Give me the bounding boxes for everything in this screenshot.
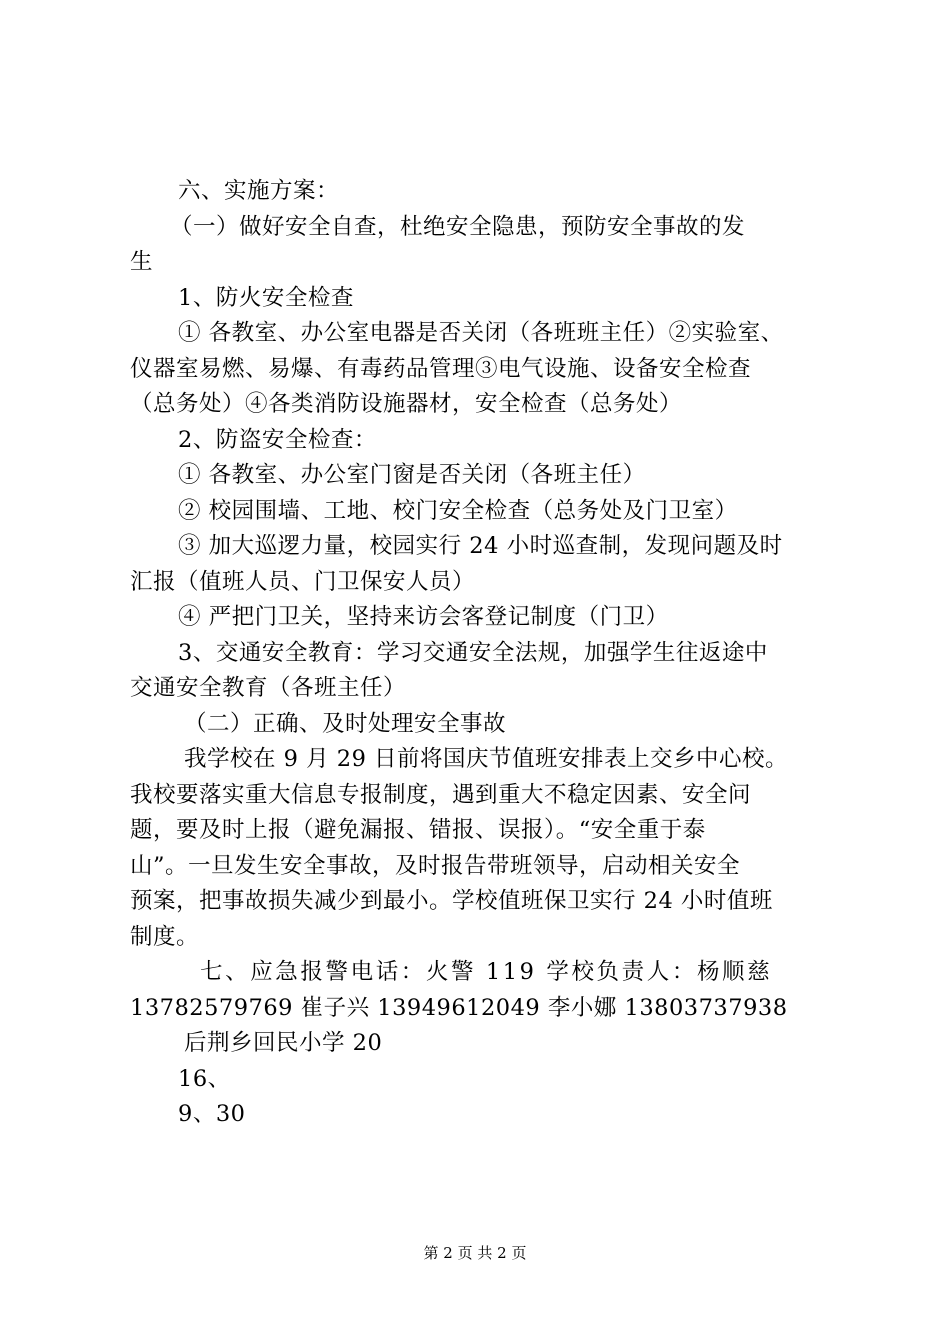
item-heading: 3、交通安全教育：学习交通安全法规，加强学生往返途中 (178, 639, 768, 666)
signature-date: 9、30 (178, 1101, 246, 1127)
paragraph-line: 我校要落实重大信息专报制度，遇到重大不稳定因素、安全问 (130, 781, 752, 808)
paragraph-line: ① 各教室、办公室电器是否关闭（各班班主任）②实验室、 (178, 320, 784, 346)
paragraph-line: 我学校在 9 月 29 日前将国庆节值班安排表上交乡中心校。 (184, 746, 789, 772)
paragraph-line: 山”。一旦发生安全事故，及时报告带班领导，启动相关安全 (130, 852, 741, 879)
section-heading: 六、实施方案： (178, 178, 340, 204)
phone-numbers-line: 13782579769 崔子兴 13949612049 李小娜 13803737938 (130, 994, 788, 1021)
subsection-heading: （二）正确、及时处理安全事故 (184, 710, 507, 737)
paragraph-line: （总务处）④各类消防设施器材，安全检查（总务处） (130, 391, 683, 417)
list-item: ② 校园围墙、工地、校门安全检查（总务处及门卫室） (178, 497, 738, 524)
paragraph-line: 交通安全教育（各班主任） (130, 675, 407, 701)
page-footer: 第 2 页 共 2 页 (423, 1244, 527, 1262)
paragraph-line: 生 (130, 249, 154, 275)
item-heading: 2、防盗安全检查： (178, 426, 377, 453)
document-body (130, 174, 830, 1133)
paragraph-line: 预案，把事故损失减少到最小。学校值班保卫实行 24 小时值班 (130, 888, 773, 914)
subsection-heading: （一）做好安全自查，杜绝安全隐患，预防安全事故的发 (170, 213, 746, 240)
signature-date: 16、 (178, 1065, 231, 1092)
list-item: ③ 加大巡逻力量，校园实行 24 小时巡查制，发现问题及时 (178, 533, 783, 559)
signature-school: 后荆乡回民小学 20 (184, 1030, 383, 1056)
list-item: ① 各教室、办公室门窗是否关闭（各班主任） (178, 462, 646, 488)
paragraph-line: 仪器室易燃、易爆、有毒药品管理③电气设施、设备安全检查 (130, 355, 752, 382)
item-heading: 1、防火安全检查 (178, 284, 354, 311)
list-item: ④ 严把门卫关，坚持来访会客登记制度（门卫） (178, 604, 669, 630)
paragraph-line: 汇报（值班人员、门卫保安人员） (130, 568, 476, 595)
section-heading: 七、应急报警电话：火警 119 学校负责人：杨顺慈 (200, 959, 773, 985)
paragraph-line: 题，要及时上报（避免漏报、错报、误报）。“安全重于泰 (130, 817, 706, 843)
paragraph-line: 制度。 (130, 923, 200, 950)
